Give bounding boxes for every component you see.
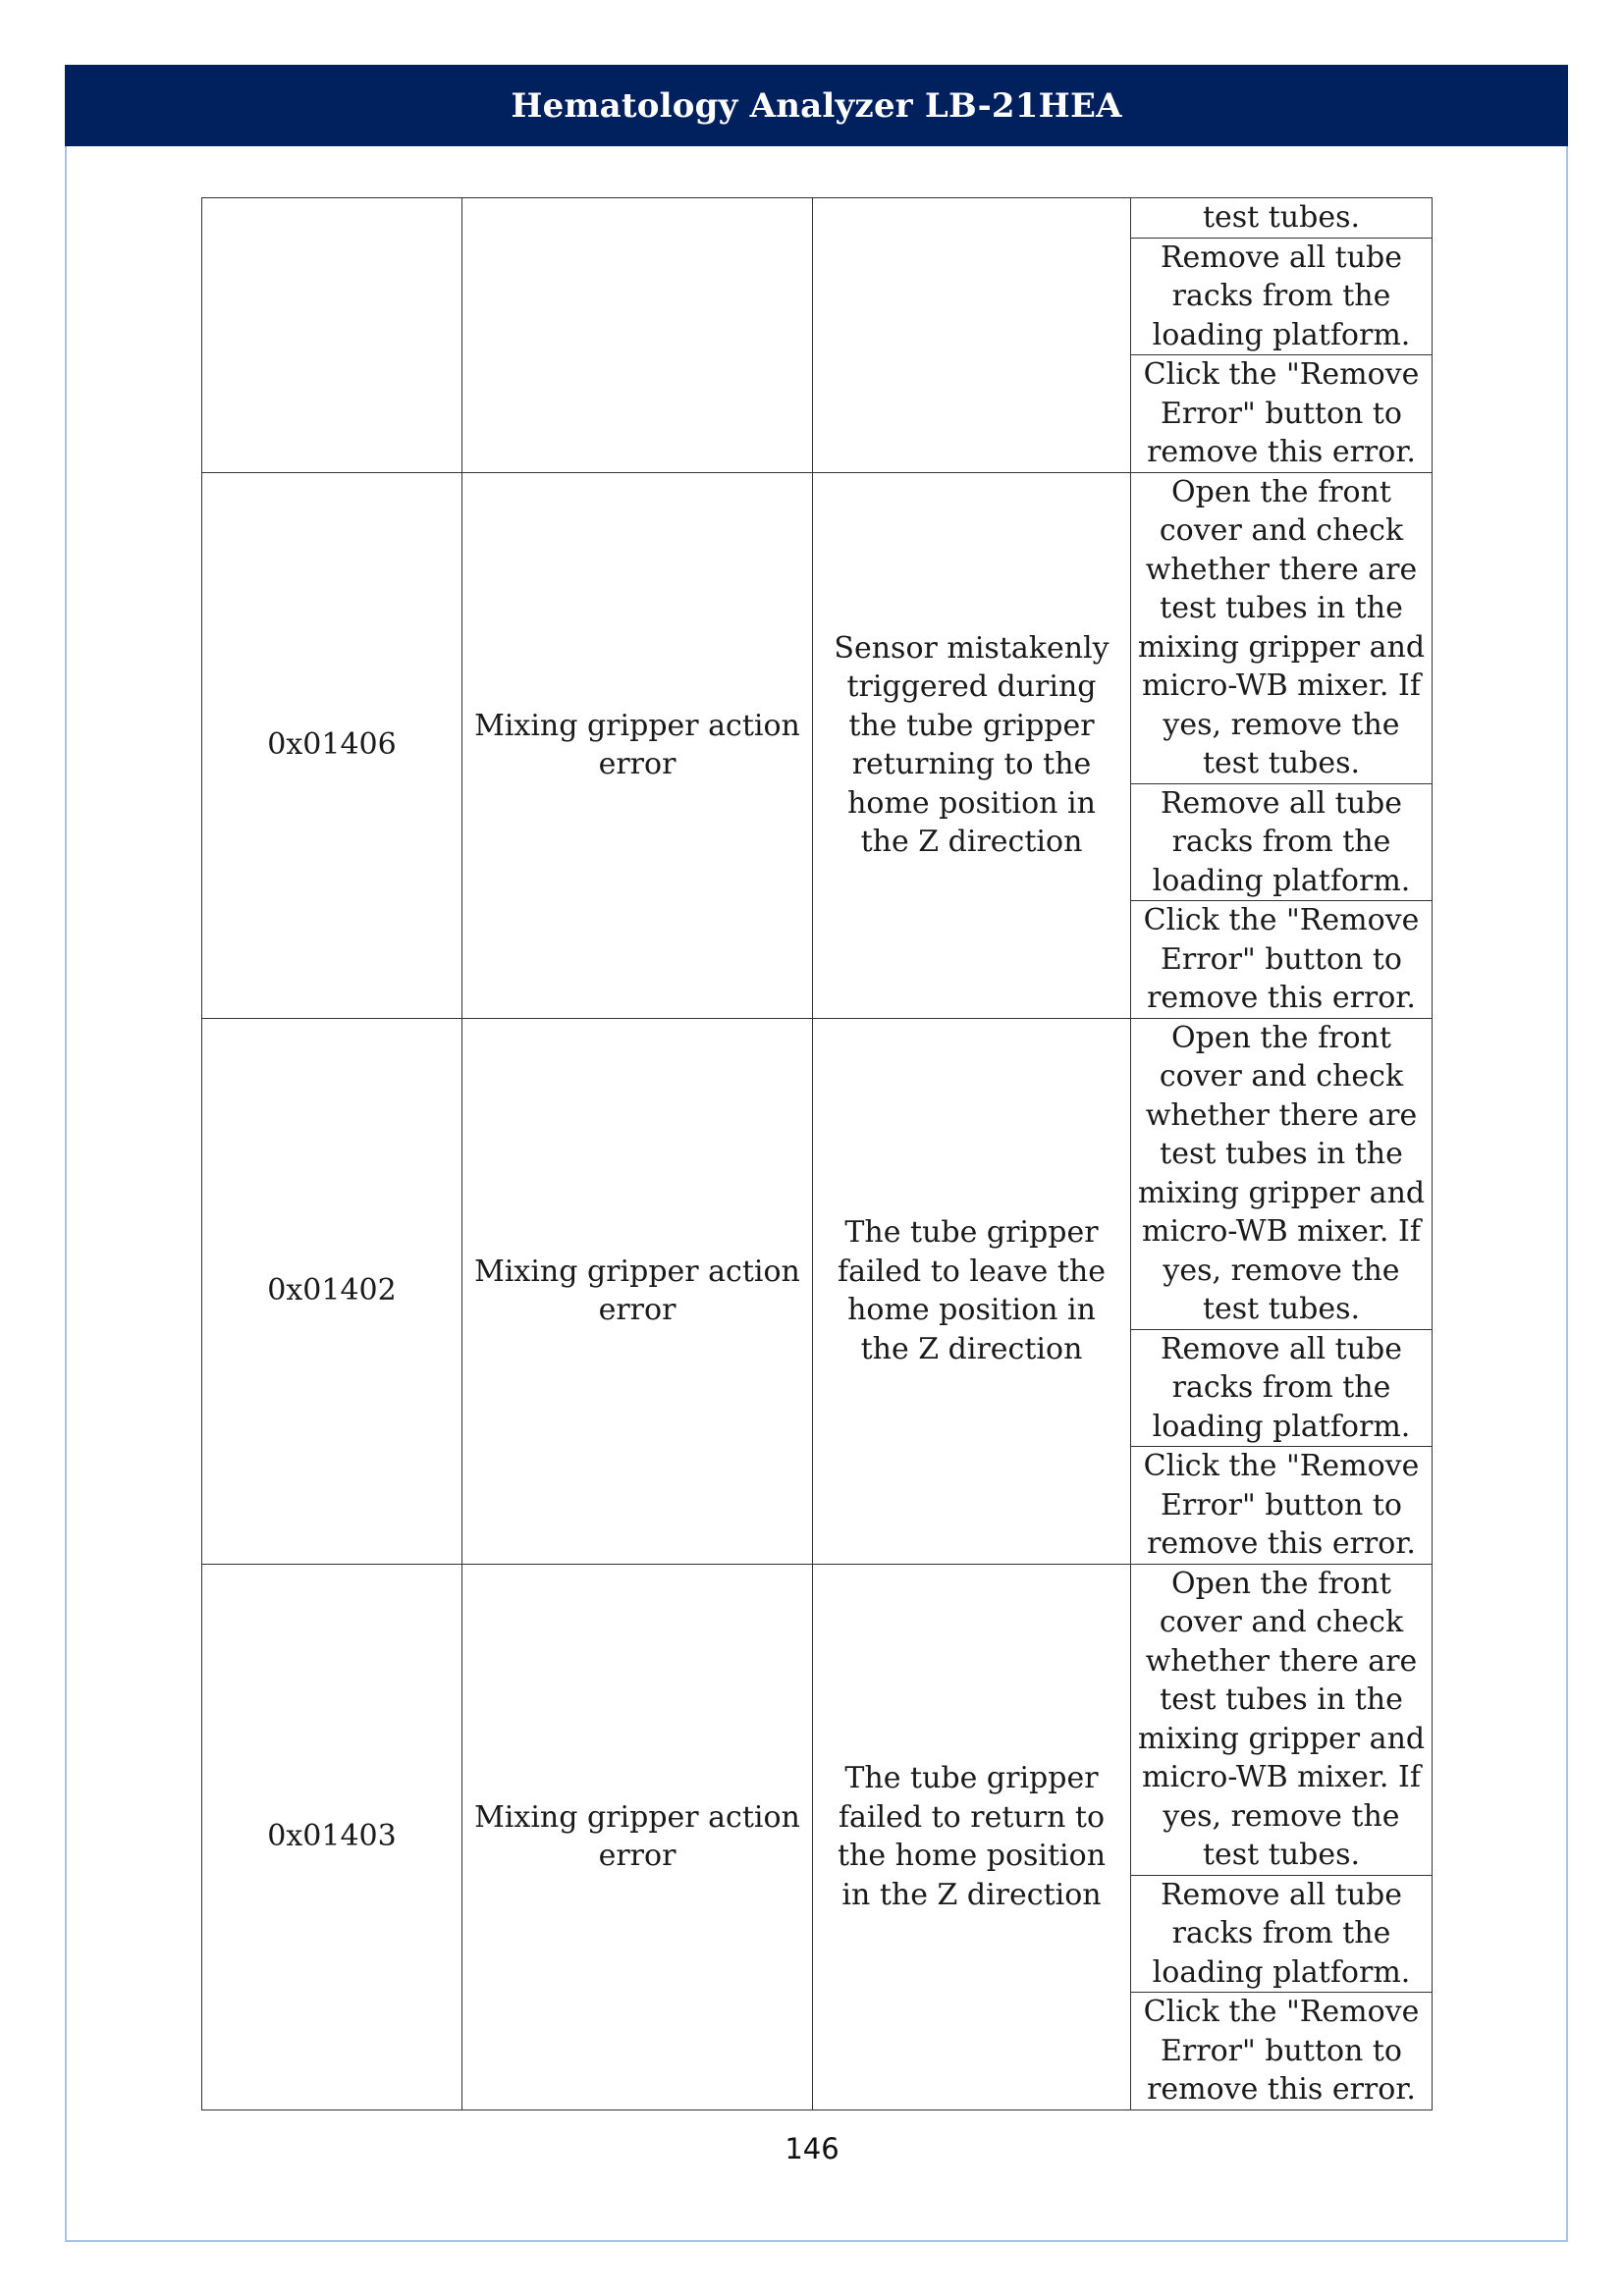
header-bar bbox=[65, 65, 1568, 146]
table-row bbox=[202, 1564, 1433, 1875]
action-cell: Remove all tube racks from the loading platform. bbox=[1131, 783, 1433, 901]
action-cell: Click the "Remove Error" button to remove this error. bbox=[1131, 1993, 1433, 2110]
action-cell: Open the front cover and check whether there are test tubes in the mixing gripper and micro-WB mixer. If yes, remove the test tubes. bbox=[1131, 1018, 1433, 1329]
action-cell: Click the "Remove Error" button to remove this error. bbox=[1131, 355, 1433, 473]
error-name-cell bbox=[462, 198, 813, 473]
error-code-cell: 0x01403 bbox=[202, 1564, 462, 2109]
error-cause-cell: The tube gripper failed to leave the home position in the Z direction bbox=[813, 1018, 1131, 1564]
action-cell: Remove all tube racks from the loading platform. bbox=[1131, 1875, 1433, 1993]
error-code-table bbox=[201, 197, 1433, 2110]
action-cell: Click the "Remove Error" button to remove this error. bbox=[1131, 901, 1433, 1019]
error-cause-cell: Sensor mistakenly triggered during the tube gripper returning to the home position in the Z direction bbox=[813, 472, 1131, 1018]
table-row bbox=[202, 198, 1433, 239]
page-number: 146 bbox=[785, 2132, 839, 2165]
action-cell: Remove all tube racks from the loading platform. bbox=[1131, 1329, 1433, 1447]
error-name-cell: Mixing gripper action error bbox=[462, 1018, 813, 1564]
table-row bbox=[202, 472, 1433, 783]
action-cell: Open the front cover and check whether there are test tubes in the mixing gripper and micro-WB mixer. If yes, remove the test tubes. bbox=[1131, 472, 1433, 783]
error-name-cell: Mixing gripper action error bbox=[462, 1564, 813, 2109]
document-title: Hematology Analyzer LB-21HEA bbox=[511, 85, 1122, 126]
error-name-cell: Mixing gripper action error bbox=[462, 472, 813, 1018]
error-cause-cell bbox=[813, 198, 1131, 473]
error-cause-cell: The tube gripper failed to return to the home position in the Z direction bbox=[813, 1564, 1131, 2109]
action-cell: Open the front cover and check whether there are test tubes in the mixing gripper and micro-WB mixer. If yes, remove the test tubes. bbox=[1131, 1564, 1433, 1875]
error-code-cell bbox=[202, 198, 462, 473]
error-code-cell: 0x01406 bbox=[202, 472, 462, 1018]
action-cell: Click the "Remove Error" button to remove this error. bbox=[1131, 1447, 1433, 1565]
action-cell: test tubes. bbox=[1131, 198, 1433, 239]
action-cell: Remove all tube racks from the loading platform. bbox=[1131, 238, 1433, 355]
error-code-cell: 0x01402 bbox=[202, 1018, 462, 1564]
table-row bbox=[202, 1018, 1433, 1329]
